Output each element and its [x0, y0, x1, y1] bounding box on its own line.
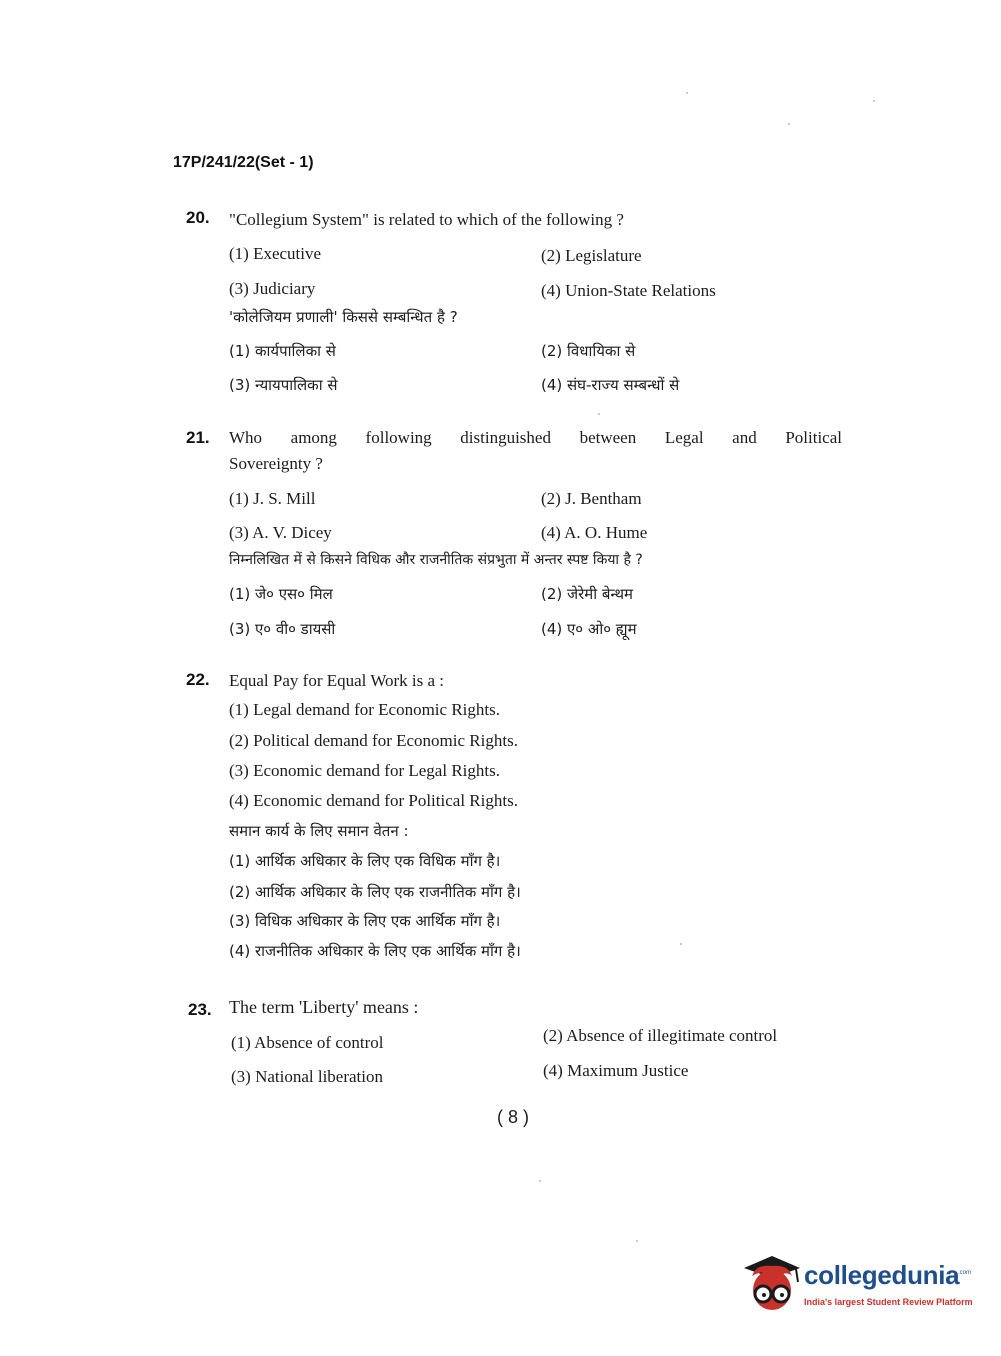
question-number: 23.: [188, 1000, 212, 1019]
option-en: (3) A. V. Dicey: [229, 523, 332, 542]
option-hi: (1) आर्थिक अधिकार के लिए एक विधिक माँग है।: [229, 852, 501, 870]
question-text-en: "Collegium System" is related to which of the following ?: [229, 210, 624, 229]
option-en: (4) Union-State Relations: [541, 281, 716, 300]
option-en: (4) Maximum Justice: [543, 1061, 689, 1080]
question-text-en: Equal Pay for Equal Work is a :: [229, 671, 445, 690]
option-en: (2) Political demand for Economic Rights.: [229, 731, 518, 750]
option-en: (3) National liberation: [231, 1067, 384, 1086]
option-en: (3) Judiciary: [229, 279, 316, 298]
scan-speck: [680, 943, 682, 945]
scan-speck: [636, 1240, 638, 1242]
question-number: 22.: [186, 670, 210, 689]
option-en: (1) J. S. Mill: [229, 489, 316, 508]
option-en: (1) Executive: [229, 244, 322, 263]
option-en: (2) Legislature: [541, 246, 642, 265]
option-en: (4) Economic demand for Political Rights.: [229, 791, 518, 810]
question-text-hi: 'कोलेजियम प्रणाली' किससे सम्बन्धित है ?: [229, 308, 458, 326]
option-en: (2) J. Bentham: [541, 489, 642, 508]
option-hi: (2) विधायिका से: [541, 342, 636, 360]
option-hi: (3) ए० वी० डायसी: [229, 620, 336, 638]
option-hi: (3) विधिक अधिकार के लिए एक आर्थिक माँग है।: [229, 912, 501, 930]
option-hi: (4) राजनीतिक अधिकार के लिए एक आर्थिक माँग है।: [229, 942, 521, 960]
page-number: ( 8 ): [497, 1107, 530, 1127]
watermark-domain-suffix: .com: [958, 1270, 972, 1276]
option-en: (4) A. O. Hume: [541, 523, 648, 542]
question-text-hi: समान कार्य के लिए समान वेतन :: [229, 822, 409, 840]
option-hi: (3) न्यायपालिका से: [229, 376, 338, 394]
option-hi: (2) आर्थिक अधिकार के लिए एक राजनीतिक माँग है।: [229, 883, 521, 901]
question-text-en: The term 'Liberty' means :: [229, 997, 419, 1017]
option-hi: (2) जेरेमी बेन्थम: [541, 585, 634, 603]
scan-speck: [788, 123, 790, 125]
option-hi: (1) जे० एस० मिल: [229, 585, 333, 603]
option-hi: (1) कार्यपालिका से: [229, 342, 336, 360]
option-en: (2) Absence of illegitimate control: [543, 1026, 778, 1045]
question-text-en-continued: Sovereignty ?: [229, 454, 323, 473]
option-en: (1) Legal demand for Economic Rights.: [229, 700, 500, 719]
question-number: 20.: [186, 208, 210, 227]
scan-speck: [686, 92, 688, 94]
paper-code: 17P/241/22(Set - 1): [173, 154, 314, 171]
option-hi: (4) संघ-राज्य सम्बन्धों से: [541, 376, 680, 394]
option-hi: (4) ए० ओ० ह्यूम: [541, 620, 637, 638]
question-text-hi: निम्नलिखित में से किसने विधिक और राजनीतिक संप्रभुता में अन्तर स्पष्ट किया है ?: [229, 552, 643, 568]
question-text-en: Who among following distinguished between Legal and Political: [229, 428, 842, 447]
option-en: (3) Economic demand for Legal Rights.: [229, 761, 500, 780]
watermark-tagline: India's largest Student Review Platform: [804, 1297, 973, 1307]
scan-speck: [539, 1180, 541, 1182]
question-number: 21.: [186, 428, 210, 447]
option-en: (1) Absence of control: [231, 1033, 384, 1052]
scan-speck: [873, 100, 875, 102]
watermark-brand: collegedunia: [804, 1260, 960, 1290]
scan-speck: [598, 413, 600, 415]
